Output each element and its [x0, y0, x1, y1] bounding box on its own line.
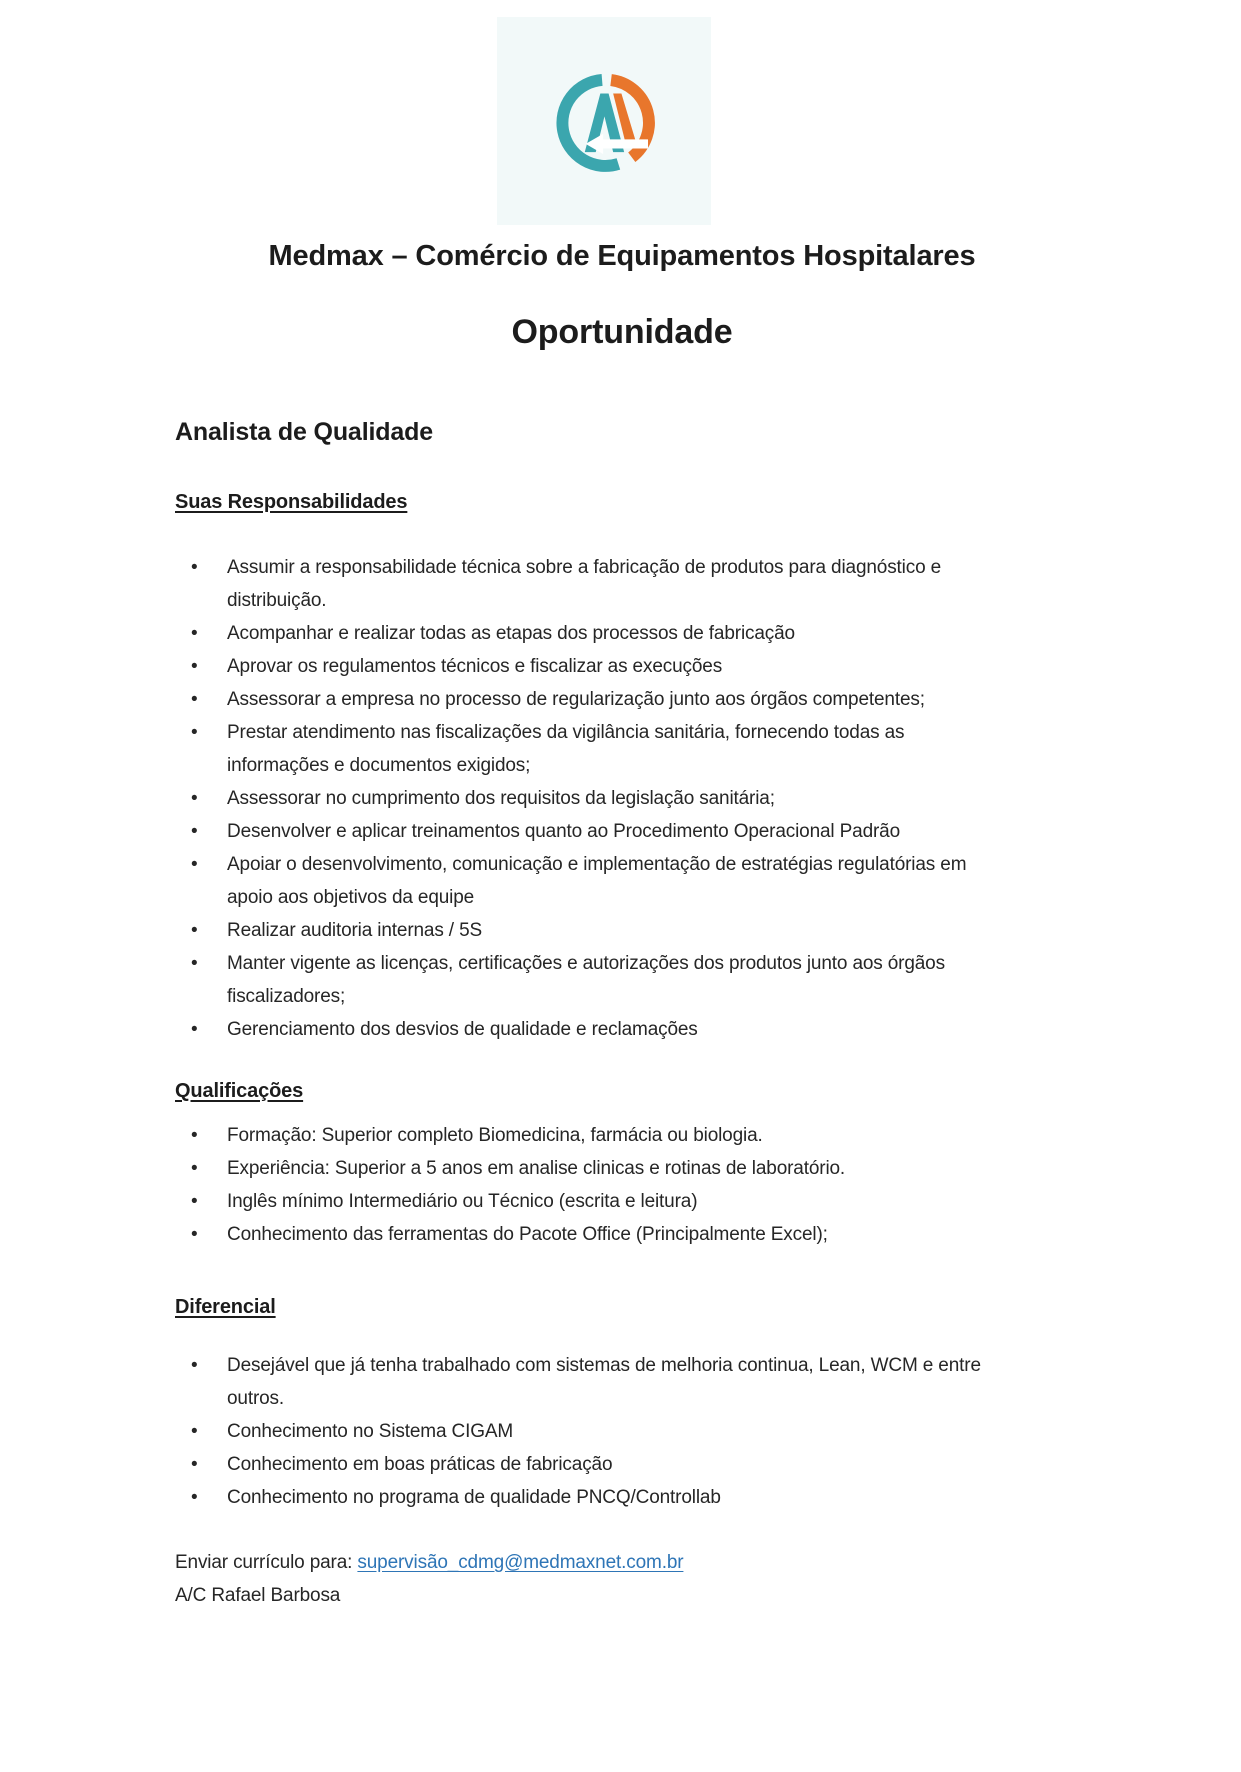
- footer: [175, 1546, 1069, 1612]
- company-title: Medmax – Comércio de Equipamentos Hospitalares: [268, 240, 976, 272]
- list-item: • Assessorar no cumprimento dos requisitos da legislação sanitária;: [175, 782, 995, 815]
- list-item: • Apoiar o desenvolvimento, comunicação e implementação de estratégias regulatórias em apoio aos objetivos da equipe: [175, 848, 995, 914]
- document-page: [0, 17, 1241, 1772]
- list-item: • Manter vigente as licenças, certificações e autorizações dos produtos junto aos órgãos fiscalizadores;: [175, 947, 995, 1013]
- list-item: • Gerenciamento dos desvios de qualidade e reclamações: [175, 1013, 995, 1046]
- responsibilities-section: [175, 490, 1069, 1046]
- qualifications-section: [175, 1079, 1069, 1251]
- list-item: • Conhecimento no Sistema CIGAM: [175, 1415, 995, 1448]
- opportunity-title: Oportunidade: [511, 313, 733, 351]
- contact-line: [175, 1546, 1069, 1579]
- list-item: • Desejável que já tenha trabalhado com sistemas de melhoria continua, Lean, WCM e entre outros.: [175, 1349, 995, 1415]
- list-item: • Assessorar a empresa no processo de regularização junto aos órgãos competentes;: [175, 683, 995, 716]
- list-item: • Realizar auditoria internas / 5S: [175, 914, 995, 947]
- list-item: • Aprovar os regulamentos técnicos e fiscalizar as execuções: [175, 650, 995, 683]
- section-heading-responsibilities: Suas Responsabilidades: [175, 491, 408, 513]
- list-item: • Formação: Superior completo Biomedicina, farmácia ou biologia.: [175, 1119, 995, 1152]
- list-item: • Desenvolver e aplicar treinamentos quanto ao Procedimento Operacional Padrão: [175, 815, 995, 848]
- list-item: • Conhecimento em boas práticas de fabricação: [175, 1448, 995, 1481]
- section-heading-differential: Diferencial: [175, 1296, 276, 1318]
- medmax-logo-icon: [549, 66, 659, 176]
- responsibilities-list: [175, 551, 995, 1046]
- list-item: • Inglês mínimo Intermediário ou Técnico (escrita e leitura): [175, 1185, 995, 1218]
- differential-list: [175, 1349, 995, 1514]
- list-item: • Experiência: Superior a 5 anos em analise clinicas e rotinas de laboratório.: [175, 1152, 995, 1185]
- list-item: • Assumir a responsabilidade técnica sobre a fabricação de produtos para diagnóstico e distribuição.: [175, 551, 995, 617]
- attention-line: A/C Rafael Barbosa: [175, 1585, 341, 1606]
- contact-label: Enviar currículo para:: [175, 1552, 358, 1573]
- list-item: • Conhecimento das ferramentas do Pacote Office (Principalmente Excel);: [175, 1218, 995, 1251]
- logo-block: [497, 17, 711, 225]
- section-heading-qualifications: Qualificações: [175, 1080, 304, 1102]
- list-item: • Conhecimento no programa de qualidade PNCQ/Controllab: [175, 1481, 995, 1514]
- differential-section: [175, 1295, 1069, 1514]
- list-item: • Prestar atendimento nas fiscalizações da vigilância sanitária, fornecendo todas as informações e documentos exigidos;: [175, 716, 995, 782]
- list-item: • Acompanhar e realizar todas as etapas dos processos de fabricação: [175, 617, 995, 650]
- email-link[interactable]: supervisão_cdmg@medmaxnet.com.br: [357, 1552, 684, 1573]
- job-title: Analista de Qualidade: [175, 418, 434, 446]
- qualifications-list: [175, 1119, 995, 1251]
